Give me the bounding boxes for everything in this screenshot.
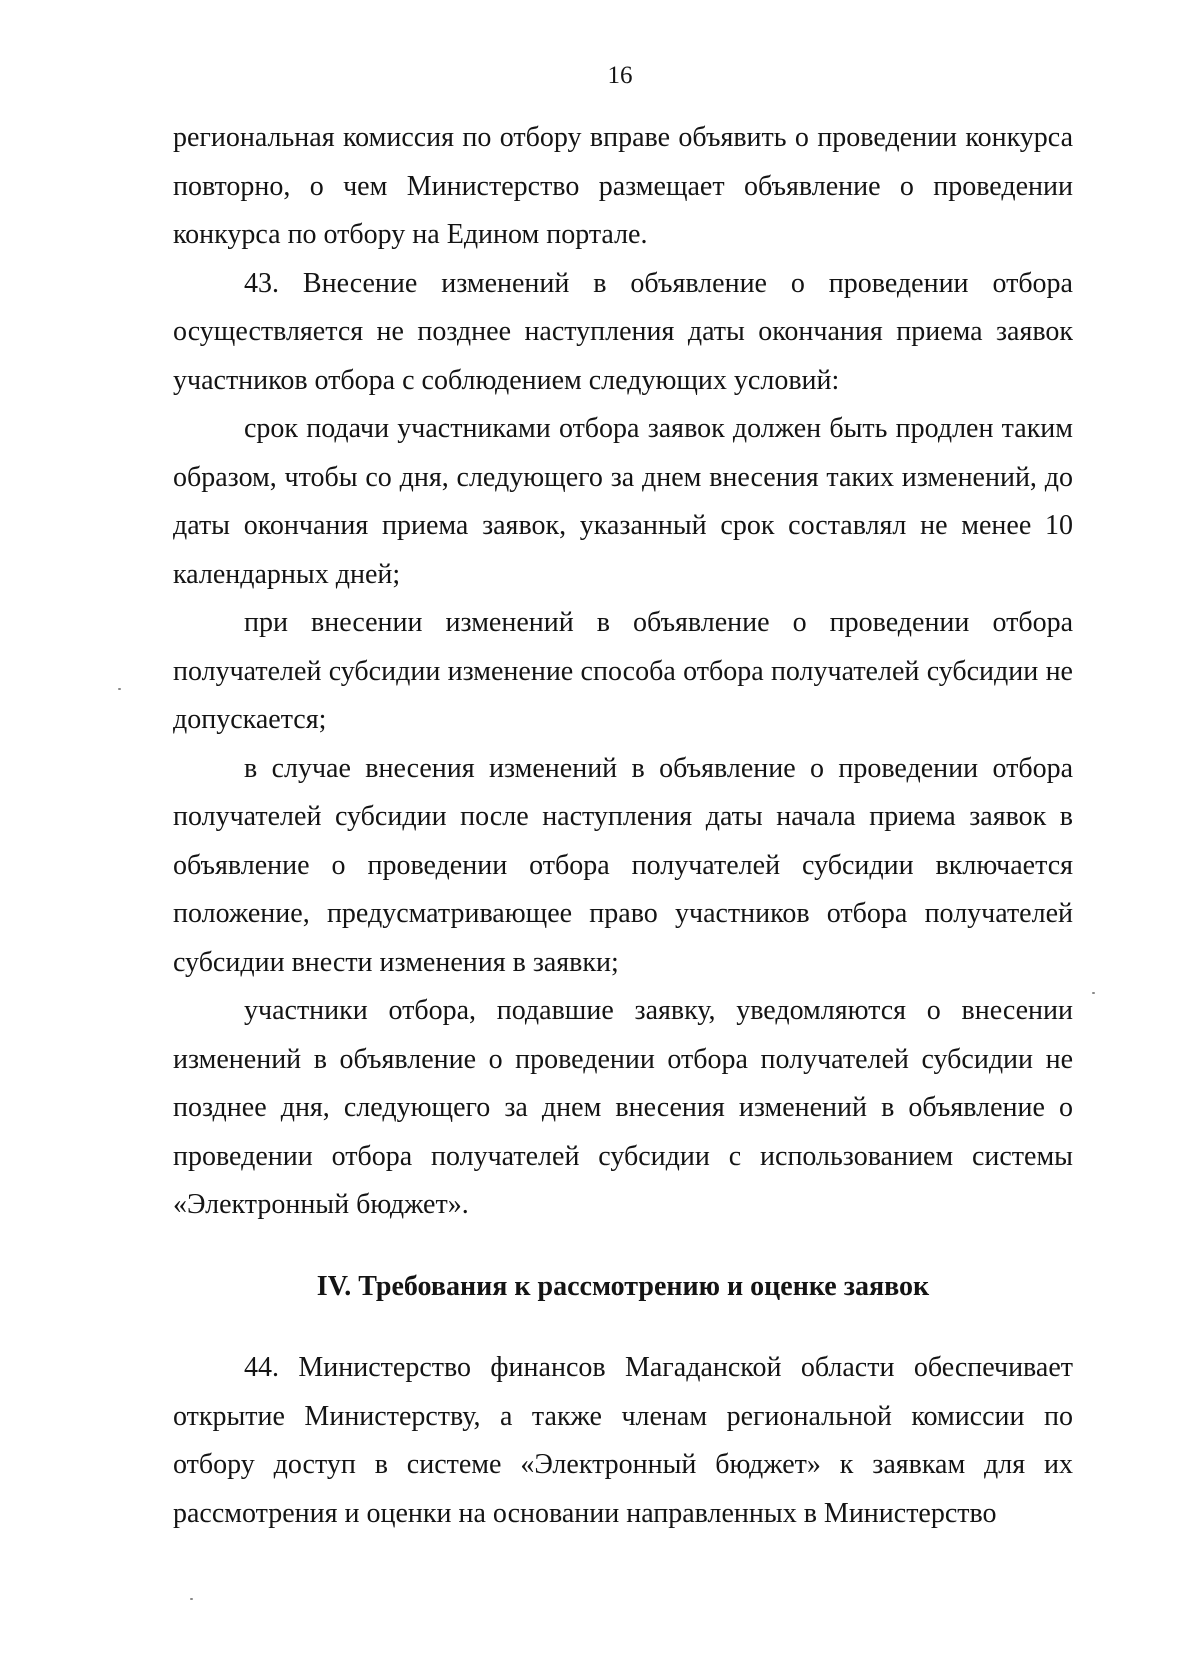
paragraph-method-change: при внесении изменений в объявление о проведении отбора получателей субсидии изменение способа отбора получателей субсидии не допускается; [173, 607, 1073, 735]
scan-speck [118, 688, 121, 690]
document-body [173, 114, 1073, 1538]
paragraph-notification: участники отбора, подавшие заявку, уведомляются о внесении изменений в объявление о проведении отбора получателей субсидии не позднее дня, следующего за днем внесения изменений в объявление о проведении отбора получателей субсидии с использованием системы «Электронный бюджет». [173, 995, 1073, 1220]
section-heading: IV. Требования к рассмотрению и оценке заявок [316, 1270, 930, 1302]
scan-speck [1092, 992, 1095, 994]
paragraph-continuation: региональная комиссия по отбору вправе объявить о проведении конкурса повторно, о чем Министерство размещает объявление о проведении конкурса по отбору на Едином портале. [173, 122, 1073, 250]
scan-speck [190, 1598, 193, 1600]
paragraph-case-changes: в случае внесения изменений в объявление о проведении отбора получателей субсидии после наступления даты начала приема заявок в объявление о проведении отбора получателей субсидии включается положение, предусматривающее право участников отбора получателей субсидии внести изменения в заявки; [173, 752, 1073, 978]
paragraph-44: 44. Министерство финансов Магаданской области обеспечивает открытие Министерству, а также членам региональной комиссии по отбору доступ в системе «Электронный бюджет» к заявкам для их рассмотрения и оценки на основании направленных в Министерство [173, 1352, 1073, 1529]
paragraph-43: 43. Внесение изменений в объявление о проведении отбора осуществляется не позднее наступления даты окончания приема заявок участников отбора с соблюдением следующих условий: [173, 267, 1073, 396]
page-number: 16 [607, 62, 633, 89]
paragraph-term-extension: срок подачи участниками отбора заявок должен быть продлен таким образом, чтобы со дня, следующего за днем внесения таких изменений, до даты окончания приема заявок, указанный срок составлял не менее 10 календарных дней; [173, 413, 1073, 590]
